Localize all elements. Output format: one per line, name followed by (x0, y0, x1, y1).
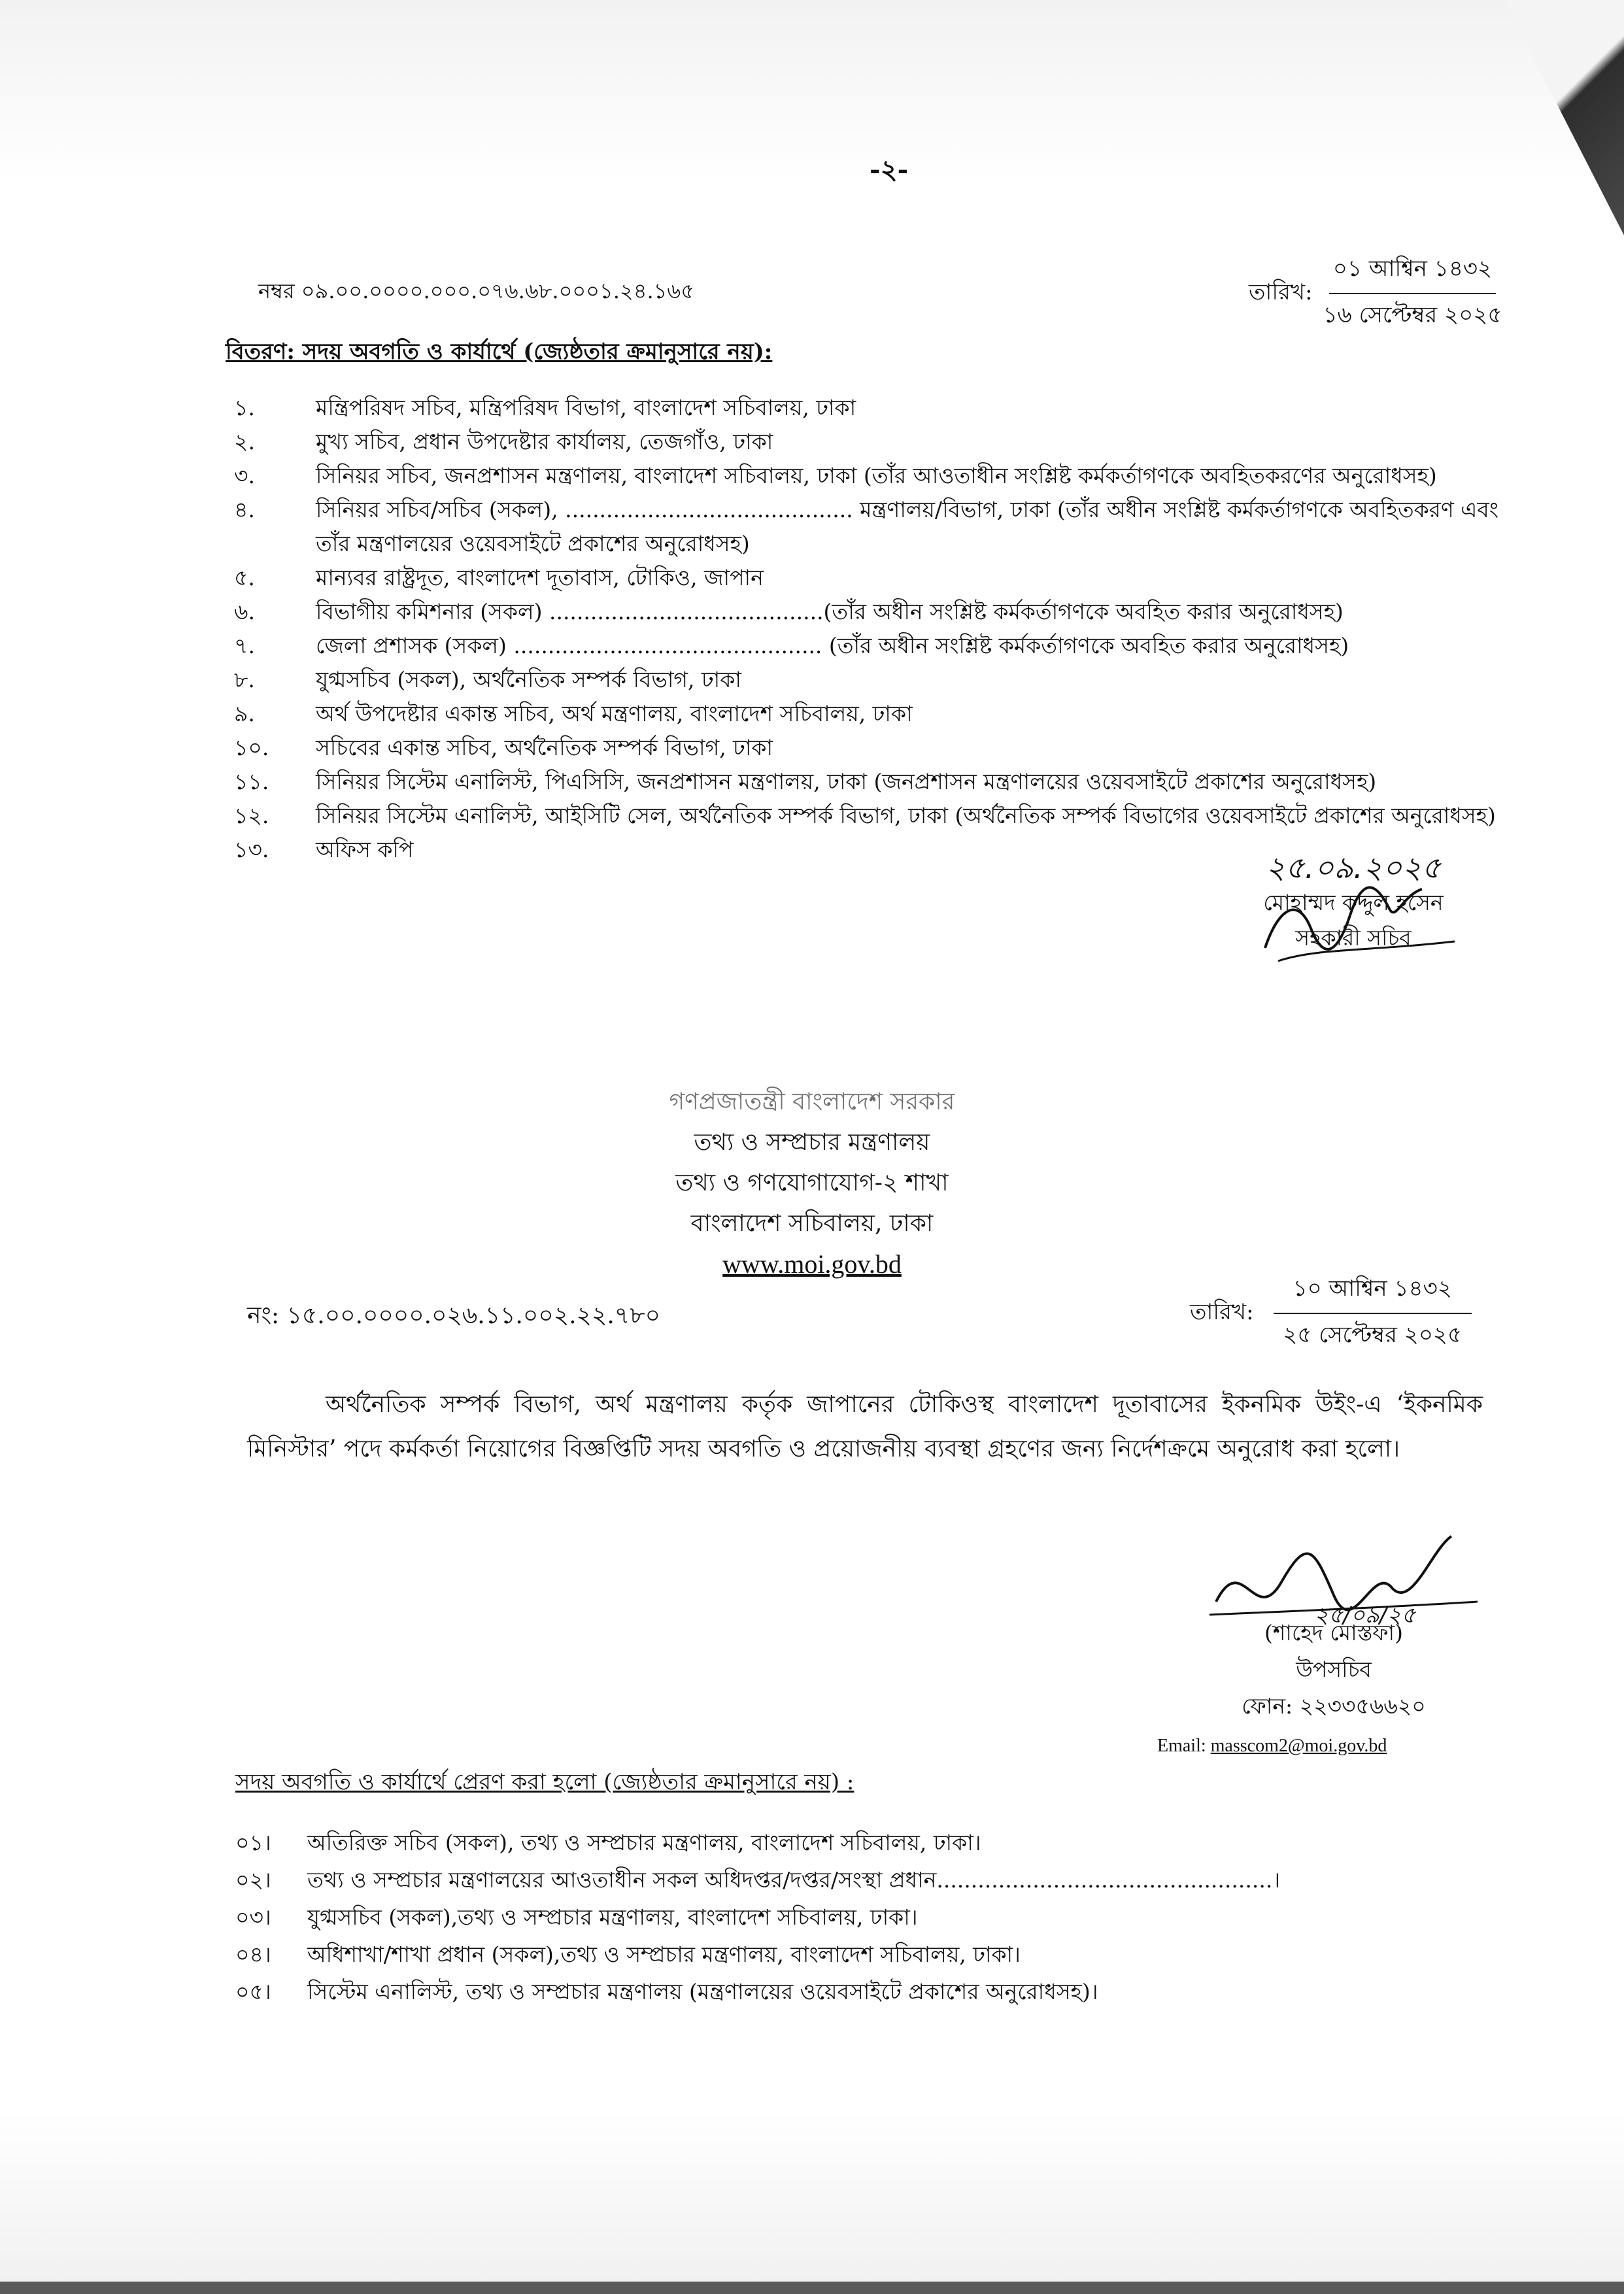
send-list-title: সদয় অবগতি ও কার্যার্থে প্রেরণ করা হলো (জ্যেষ্ঠতার ক্রমানুসারে নয়) : (235, 1769, 854, 1795)
office-location: বাংলাদেশ সচিবালয়, ঢাকা (690, 1210, 934, 1237)
list-item-text: তথ্য ও সম্প্রচার মন্ত্রণালয়ের আওতাধীন সকল অধিদপ্তর/দপ্তর/সংস্থা প্রধান.................................................। (307, 1867, 1281, 1893)
list-item-number: ০৫। (235, 1979, 271, 2004)
list-item-number: ৭. (234, 633, 255, 658)
list-item-text: যুগ্মসচিব (সকল), অর্থনৈতিক সম্পর্ক বিভাগ, ঢাকা (316, 667, 741, 692)
date-stack (1274, 1272, 1472, 1355)
list-item-number: ১. (234, 395, 255, 420)
list-item-number: ০১। (235, 1830, 271, 1855)
list-item-text: মান্যবর রাষ্ট্রদূত, বাংলাদেশ দূতাবাস, টোকিও, জাপান (316, 565, 764, 590)
body-paragraph: অর্থনৈতিক সম্পর্ক বিভাগ, অর্থ মন্ত্রণালয় কর্তৃক জাপানের টোকিওস্থ বাংলাদেশ দূতাবাসের ইকনমিক উইং-এ ‘ইকনমিক মিনিস্টার’ পদে কর্মকর্তা নিয়োগের বিজ্ঞপ্তিটি সদয় অবগতি ও প্রয়োজনীয় ব্যবস্থা গ্রহণের জন্য নির্দেশক্রমে অনুরোধ করা হলো। (247, 1391, 1483, 1462)
list-item (235, 1936, 1491, 1973)
signatory-1 (1229, 850, 1478, 956)
list-item-number: ৬. (234, 599, 255, 624)
list-item (234, 493, 1529, 561)
list-item (234, 663, 1529, 697)
list-item (234, 459, 1529, 493)
website-link[interactable]: www.moi.gov.bd (722, 1249, 902, 1279)
list-item-text: সচিবের একান্ত সচিব, অর্থনৈতিক সম্পর্ক বিভাগ, ঢাকা (316, 735, 773, 760)
page-number: -২- (870, 154, 909, 185)
email-label: Email: (1157, 1736, 1206, 1756)
list-item-number: ৩. (234, 463, 255, 488)
date-stack (1319, 252, 1506, 335)
list-item-number: ৮. (234, 667, 255, 692)
list-item (234, 731, 1529, 765)
signatory-2-email (1157, 1736, 1387, 1757)
list-item-text: অতিরিক্ত সচিব (সকল), তথ্য ও সম্প্রচার মন্ত্রণালয়, বাংলাদেশ সচিবালয়, ঢাকা। (307, 1830, 981, 1855)
signatory-1-name: মোহাম্মদ কদ্দুল হসেন (1263, 890, 1444, 915)
list-item-text: সিনিয়র সচিব, জনপ্রশাসন মন্ত্রণালয়, বাংলাদেশ সচিবালয়, ঢাকা (তাঁর আওতাধীন সংশ্লিষ্ট কর্মকর্তাগণকে অবহিতকরণের অনুরোধসহ) (316, 463, 1437, 488)
date-bangla: ১০ আশ্বিন ১৪৩২ (1274, 1272, 1472, 1314)
government-name: গণপ্রজাতন্ত্রী বাংলাদেশ সরকার (669, 1088, 955, 1115)
date-bangla: ০১ আশ্বিন ১৪৩২ (1329, 252, 1496, 294)
list-item (234, 391, 1529, 425)
list-item-text: মুখ্য সচিব, প্রধান উপদেষ্টার কার্যালয়, তেজগাঁও, ঢাকা (316, 429, 773, 454)
list-item-text: অফিস কপি (316, 837, 414, 862)
list-item (234, 561, 1529, 595)
letterhead-2 (485, 1082, 1139, 1285)
list-item-text: বিভাগীয় কমিশনার (সকল) ........................................(তাঁর অধীন সংশ্লিষ্ট কর্মকর্তাগণকে অবহিত করার অনুরোধসহ) (316, 599, 1344, 624)
signatory-2-name: (শাহেদ মোস্তফা) (1264, 1620, 1403, 1645)
list-item-number: ১১. (234, 769, 269, 794)
scan-bottom-edge (0, 2282, 1624, 2294)
list-item (235, 1861, 1491, 1898)
signature-2-date: ২৫/০৯/২৫ (1314, 1602, 1416, 1628)
list-item-number: ১০. (234, 735, 269, 760)
list-item-number: ২. (234, 429, 255, 454)
date-english: ২৫ সেপ্টেম্বর ২০২৫ (1283, 1322, 1463, 1348)
list-item-text: মন্ত্রিপরিষদ সচিব, মন্ত্রিপরিষদ বিভাগ, বাংলাদেশ সচিবালয়, ঢাকা (316, 395, 856, 420)
list-item-number: ১৩. (234, 837, 269, 862)
signatory-2 (1196, 1615, 1471, 1725)
signature-1-date: ২৫.০৯.২০২৫ (1265, 850, 1442, 885)
memo-date-2 (1190, 1272, 1472, 1355)
list-item-number: ০৪। (235, 1942, 271, 1967)
list-item-number: ০২। (235, 1867, 271, 1893)
list-item (235, 1973, 1491, 2010)
memo-number-2: নং: ১৫.০০.০০০০.০২৬.১১.০০২.২২.৭৮০ (247, 1302, 660, 1329)
list-item-number: ৯. (234, 701, 255, 726)
memo-number-1: নম্বর ০৯.০০.০০০০.০০০.০৭৬.৬৮.০০০১.২৪.১৬৫ (258, 278, 695, 303)
list-item-text: সিনিয়র সচিব/সচিব (সকল), .......................................... মন্ত্রণালয়/বিভাগ, ঢাকা (তাঁর অধীন সংশ্লিষ্ট কর্মকর্তাগণকে অবহিতকরণ এবং তাঁর মন্ত্রণালয়ের ওয়েবসাইটে প্রকাশের অনুরোধসহ) (316, 497, 1498, 556)
memo-date-1 (1249, 252, 1506, 335)
list-item (235, 1898, 1491, 1936)
list-item-number: ১২. (234, 803, 269, 828)
list-item (234, 629, 1529, 663)
list-item-text: সিনিয়র সিস্টেম এনালিস্ট, আইসিটি সেল, অর্থনৈতিক সম্পর্ক বিভাগ, ঢাকা (অর্থনৈতিক সম্পর্ক বিভাগের ওয়েবসাইটে প্রকাশের অনুরোধসহ) (316, 803, 1496, 828)
ministry-name: তথ্য ও সম্প্রচার মন্ত্রণালয় (694, 1129, 930, 1156)
email-link[interactable]: masscom2@moi.gov.bd (1210, 1736, 1387, 1756)
list-item-number: ৪. (234, 497, 255, 522)
branch-name: তথ্য ও গণযোগাযোগ-২ শাখা (675, 1170, 949, 1196)
list-item-text: অধিশাখা/শাখা প্রধান (সকল),তথ্য ও সম্প্রচার মন্ত্রণালয়, বাংলাদেশ সচিবালয়, ঢাকা। (307, 1942, 1021, 1967)
signatory-2-phone: ফোন: ২২৩৩৫৬৬২০ (1242, 1693, 1426, 1719)
distribution-list (234, 391, 1529, 867)
list-item-text: জেলা প্রশাসক (সকল) ............................................. (তাঁর অধীন সংশ্লিষ্ট কর্মকর্তাগণকে অবহিত করার অনুরোধসহ) (316, 633, 1349, 658)
list-item (234, 799, 1529, 833)
signatory-2-designation: উপসচিব (1296, 1657, 1372, 1682)
list-item-text: সিস্টেম এনালিস্ট, তথ্য ও সম্প্রচার মন্ত্রণালয় (মন্ত্রণালয়ের ওয়েবসাইটে প্রকাশের অনুরোধসহ)। (307, 1979, 1098, 2004)
list-item-text: যুগ্মসচিব (সকল),তথ্য ও সম্প্রচার মন্ত্রণালয়, বাংলাদেশ সচিবালয়, ঢাকা। (307, 1904, 918, 1930)
list-item (234, 425, 1529, 459)
signatory-1-designation: সহকারী সচিব (1295, 925, 1412, 951)
distribution-title: বিতরণ: সদয় অবগতি ও কার্যার্থে (জ্যেষ্ঠতার ক্রমানুসারে নয়): (226, 339, 773, 365)
list-item-number: ০৩। (235, 1904, 271, 1930)
list-item (234, 697, 1529, 731)
page-corner-fold (1474, 0, 1624, 235)
date-label: তারিখ: (1190, 1298, 1254, 1325)
list-item-number: ৫. (234, 565, 255, 590)
list-item (234, 765, 1529, 799)
date-english: ১৬ সেপ্টেম্বর ২০২৫ (1323, 302, 1502, 328)
send-list (235, 1824, 1491, 2010)
list-item-text: অর্থ উপদেষ্টার একান্ত সচিব, অর্থ মন্ত্রণালয়, বাংলাদেশ সচিবালয়, ঢাকা (316, 701, 913, 726)
date-label: তারিখ: (1249, 278, 1313, 305)
list-item (235, 1824, 1491, 1861)
list-item-text: সিনিয়র সিস্টেম এনালিস্ট, পিএসিসি, জনপ্রশাসন মন্ত্রণালয়, ঢাকা (জনপ্রশাসন মন্ত্রণালয়ের ওয়েবসাইটে প্রকাশের অনুরোধসহ) (316, 769, 1377, 794)
list-item (234, 595, 1529, 629)
